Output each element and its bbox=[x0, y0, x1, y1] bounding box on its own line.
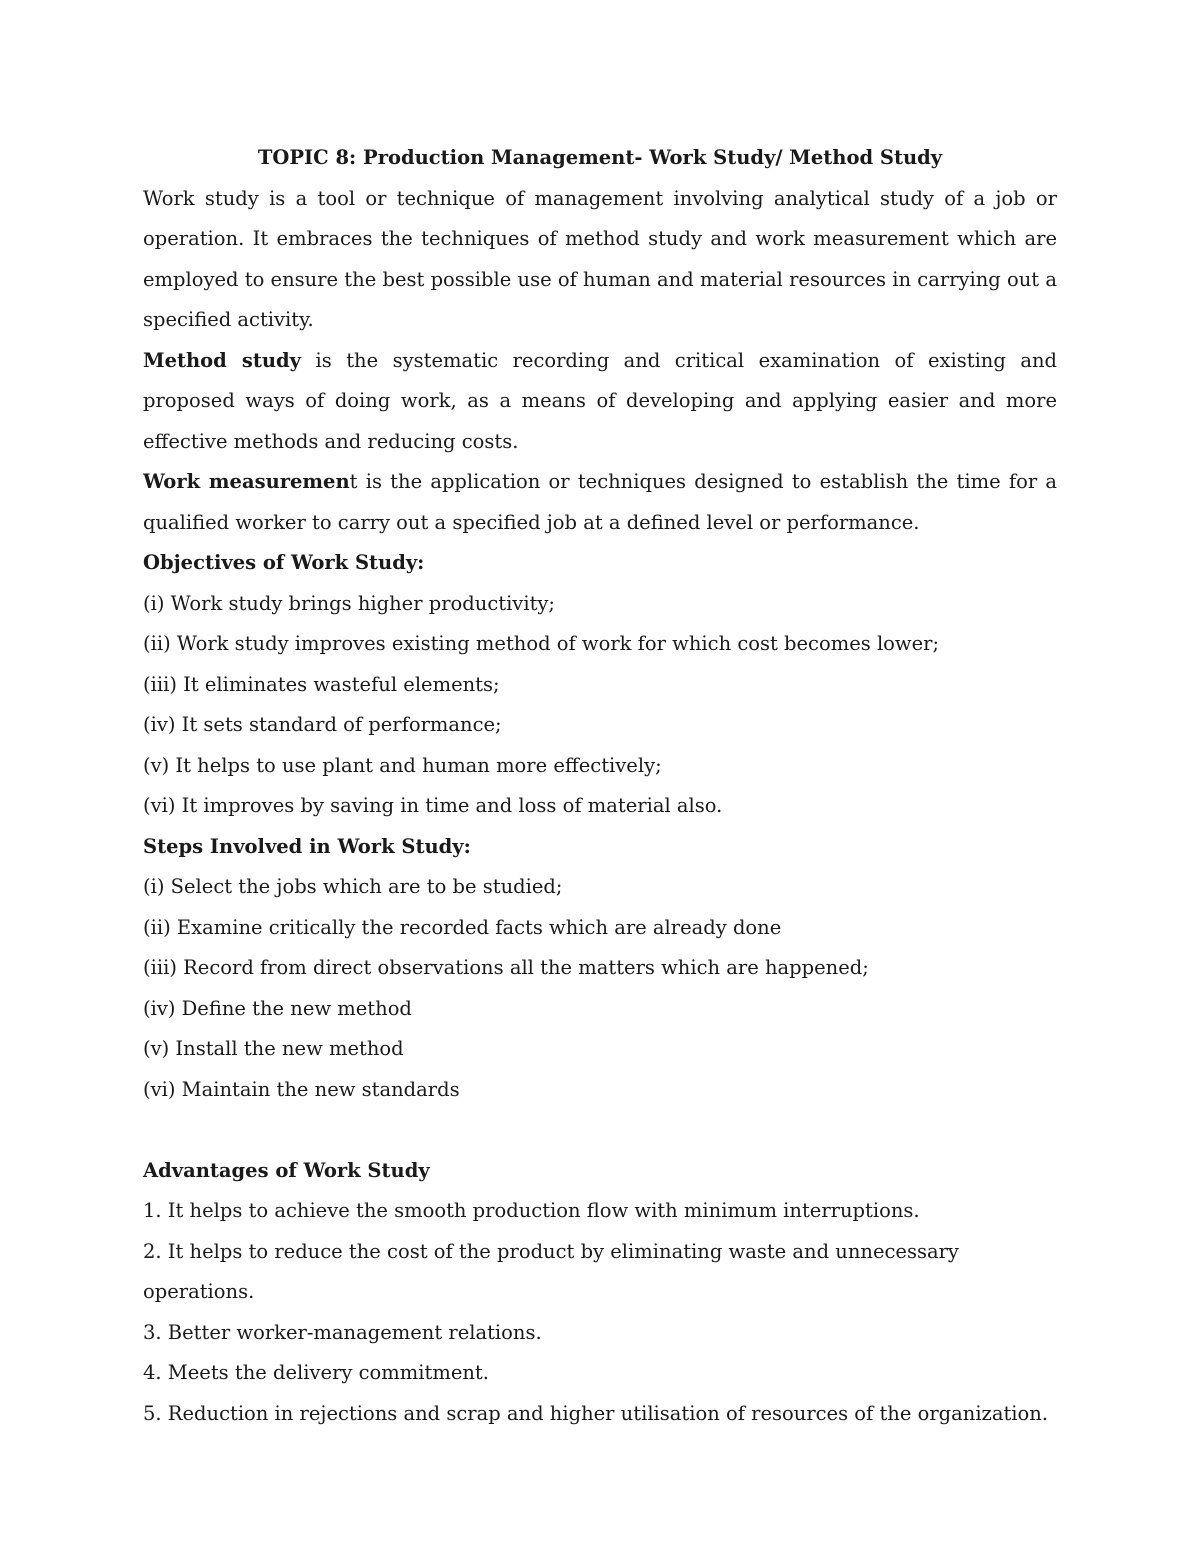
work-measurement-term: Work measuremen bbox=[143, 470, 350, 493]
blank-line bbox=[143, 1110, 1057, 1151]
work-measurement-definition: is the application or techniques designed to establish the time for a qualified worker to carry out a specified job at a defined level or performance. bbox=[143, 470, 1057, 534]
list-item: (i) Work study brings higher productivity; bbox=[143, 591, 555, 615]
list-item: 3. Better worker-management relations. bbox=[143, 1320, 542, 1344]
list-item: (vi) Maintain the new standards bbox=[143, 1077, 460, 1101]
advantages-heading: Advantages of Work Study bbox=[143, 1158, 430, 1182]
method-study-term: Method study bbox=[143, 348, 302, 372]
list-item: (v) Install the new method bbox=[143, 1037, 404, 1060]
list-item: (iv) Define the new method bbox=[143, 996, 412, 1020]
method-study-definition: is the systematic recording and critical examination of existing and proposed ways of doing work, as a means of developing and applying easier and more effective methods and reducing costs. bbox=[143, 348, 1057, 453]
list-item: (ii) Examine critically the recorded facts which are already done bbox=[143, 915, 782, 939]
method-study-paragraph bbox=[143, 341, 1057, 463]
list-item: (i) Select the jobs which are to be studied; bbox=[143, 875, 563, 898]
list-item: (iii) Record from direct observations all the matters which are happened; bbox=[143, 956, 869, 979]
document-title: TOPIC 8: Production Management- Work Study/ Method Study bbox=[257, 146, 943, 169]
list-item: 2. It helps to reduce the cost of the product by eliminating waste and unnecessary operations. bbox=[143, 1239, 959, 1303]
work-measurement-term-tail: t bbox=[349, 470, 358, 493]
objectives-heading: Objectives of Work Study: bbox=[143, 551, 425, 574]
list-item: 5. Reduction in rejections and scrap and higher utilisation of resources of the organization. bbox=[143, 1401, 1049, 1425]
list-item: (vi) It improves by saving in time and loss of material also. bbox=[143, 794, 723, 817]
list-item: (iv) It sets standard of performance; bbox=[143, 713, 502, 736]
steps-heading: Steps Involved in Work Study: bbox=[143, 834, 471, 858]
work-measurement-paragraph bbox=[143, 462, 1057, 543]
list-item: (ii) Work study improves existing method of work for which cost becomes lower; bbox=[143, 632, 940, 655]
document-page bbox=[143, 138, 1057, 1434]
list-item: 4. Meets the delivery commitment. bbox=[143, 1361, 489, 1384]
intro-paragraph: Work study is a tool or technique of management involving analytical study of a job or operation. It embraces the techniques of method study and work measurement which are employed to ensure the best possible use of human and material resources in carrying out a specified activity. bbox=[143, 186, 1057, 331]
list-item: (v) It helps to use plant and human more effectively; bbox=[143, 753, 662, 777]
list-item: (iii) It eliminates wasteful elements; bbox=[143, 672, 500, 696]
list-item: 1. It helps to achieve the smooth production flow with minimum interruptions. bbox=[143, 1199, 920, 1222]
